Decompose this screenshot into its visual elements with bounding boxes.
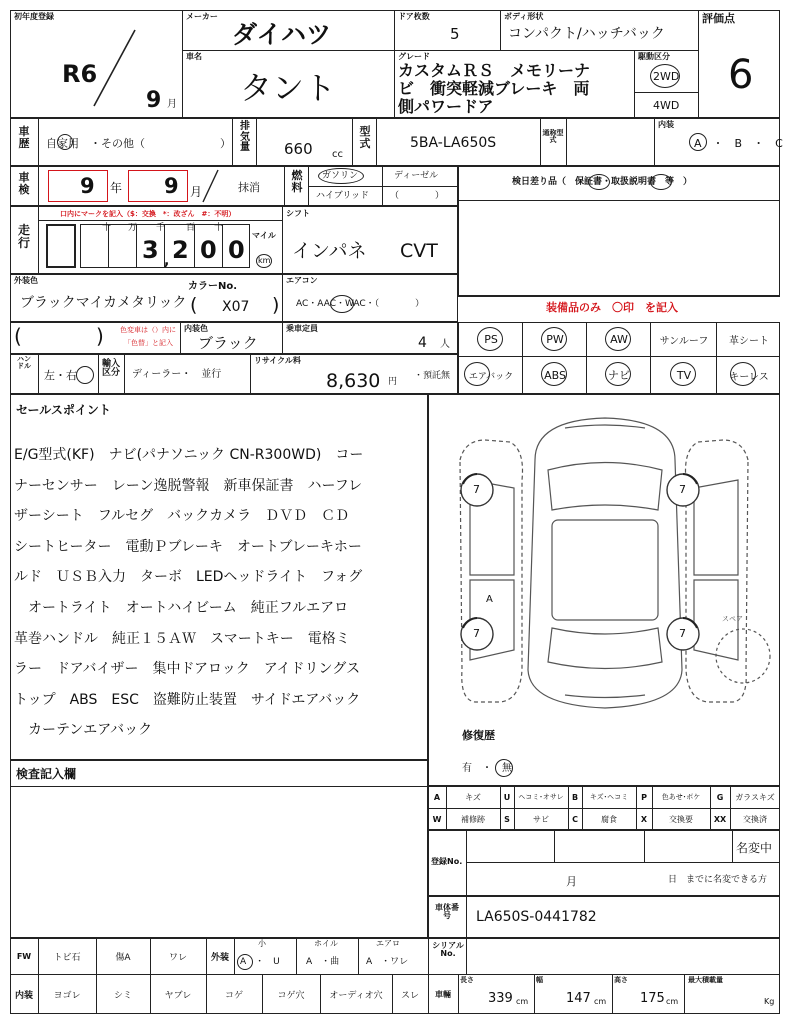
- slash-mark: [90, 28, 140, 108]
- length-label: 長さ: [460, 976, 474, 984]
- grade-line2: ビ 衝突軽減ブレーキ 両: [398, 79, 590, 98]
- displacement-label: 排気量: [240, 121, 250, 153]
- exterior-color-value: ブラックマイカメタリック: [20, 295, 187, 311]
- maker-label: メーカー: [186, 12, 218, 21]
- mileage-digit-0: 3: [142, 236, 159, 264]
- shift-label: シフト: [286, 209, 310, 218]
- history-value: 自家用 ・その他（: [46, 137, 145, 150]
- interior-grades: A ・ B ・ C: [694, 137, 783, 150]
- sales-point-line: ザーシート フルセグ バックカメラ ＤＶＤ ＣＤ: [14, 508, 350, 525]
- first-reg-year: R6: [62, 60, 98, 88]
- repair-label: 修復歴: [462, 729, 495, 742]
- recycle-value: 8,630: [326, 370, 381, 392]
- mileage-comma: ,: [164, 253, 170, 269]
- length-value: 339: [488, 991, 513, 1006]
- inspection-slash: [200, 168, 220, 204]
- import-value: ディーラー・ 並行: [132, 369, 222, 380]
- history-close: ）: [220, 137, 231, 150]
- legend-code: A: [433, 792, 441, 802]
- sales-point-line: E/G型式(KF) ナビ(パナソニック CN-R300WD) コー: [14, 447, 364, 463]
- name-label: 車名: [186, 52, 202, 61]
- stain-label: シミ: [113, 990, 132, 1001]
- sales-point-line: シートヒーター 電動Ｐブレーキ オートブレーキホー: [14, 538, 362, 555]
- history-label: 車歴: [18, 125, 30, 150]
- aero-label: エアロ: [376, 939, 400, 948]
- height-label: 高さ: [614, 976, 628, 984]
- tire-rear-right: 7: [679, 627, 686, 640]
- accessories-title: 検日差り品（ 保証書・取扱説明書 等 ）: [512, 177, 693, 187]
- capacity-value: 4: [418, 335, 427, 351]
- legend-code: U: [503, 792, 511, 802]
- vehicle-number-value: LA650S-0441782: [476, 909, 597, 925]
- legend-code: XX: [713, 814, 727, 824]
- mileage-unit-5: マイル: [252, 231, 276, 240]
- legend-desc: 補修跡: [461, 814, 485, 824]
- drive-label: 駆動区分: [638, 52, 670, 61]
- equipment-title: 装備品のみ 〇印 を記入: [546, 301, 678, 314]
- legend-desc: 交換要: [669, 814, 693, 824]
- capacity-unit: 人: [440, 339, 450, 350]
- serial-label: シリアルNo.: [432, 941, 464, 959]
- ac-circle: [330, 295, 354, 313]
- mileage-digit-1: 2: [172, 236, 189, 264]
- sales-point-line: オートライト オートハイビーム 純正フルエアロ: [14, 599, 349, 616]
- width-label: 幅: [536, 976, 543, 984]
- drive-4wd: 4WD: [653, 99, 680, 112]
- interior-color-label: 内装色: [184, 324, 208, 333]
- legend-code: X: [640, 814, 648, 824]
- sales-point-line: ラー ドアバイザー 集中ドアロック アイドリングス: [14, 661, 361, 678]
- legend-code: P: [641, 792, 647, 802]
- change-note-2: 「色替」と記入: [124, 339, 173, 347]
- equip-tv: TV: [676, 368, 692, 382]
- scratch-a-label: 傷A: [115, 952, 131, 963]
- history-circle: [57, 134, 73, 150]
- displacement-value: 660: [284, 140, 313, 158]
- interior-color-value: ブラック: [198, 334, 258, 352]
- car-diagram: [430, 400, 778, 730]
- fuel-circle: [318, 168, 364, 184]
- first-reg-month: 9: [146, 88, 162, 113]
- equip-airbag-circle: [464, 362, 490, 386]
- interior-damage-label: 内装: [14, 990, 33, 1001]
- equip-navi: ナビ: [608, 369, 630, 382]
- legend-code: B: [571, 792, 579, 802]
- shift-position: インパネ: [292, 240, 367, 262]
- fuel-gas: ガソリン: [322, 171, 359, 181]
- grade-line3: 側パワードア: [398, 97, 494, 116]
- tire-rear-left: 7: [473, 627, 480, 640]
- check-title: 検査記入欄: [16, 767, 77, 781]
- wheel-value: A ・曲: [306, 957, 340, 967]
- inspection-month: 9: [164, 174, 179, 198]
- length-unit: cm: [516, 997, 529, 1006]
- aero-value: A ・ワレ: [366, 957, 409, 967]
- equip-keyless: キーレス: [729, 371, 769, 383]
- tire-front-left: 7: [473, 483, 480, 496]
- crack-label: ワレ: [168, 952, 187, 963]
- equip-ps-circle: [477, 327, 503, 351]
- equip-sunroof: サンルーフ: [659, 335, 709, 347]
- handle-label: ハンドル: [17, 355, 31, 371]
- equip-pw-circle: [541, 327, 567, 351]
- mileage-digit-2: 0: [200, 236, 217, 264]
- exterior-color-label: 外装色: [14, 276, 38, 285]
- sales-point-line: ナーセンサー レーン逸脱警報 新車保証書 ハーフレ: [14, 477, 363, 494]
- body-value: コンパクト/ハッチバック: [508, 26, 665, 42]
- color-no-paren-open: (: [190, 294, 198, 316]
- audio-hole-label: オーディオ穴: [329, 990, 383, 1001]
- legend-desc: 色あせ･ボケ: [661, 793, 701, 801]
- equip-tv-circle: [670, 362, 696, 386]
- height-unit: cm: [666, 997, 679, 1006]
- damage-mark-a: A: [486, 594, 493, 605]
- change-note-1: 色変車は（）内に: [120, 326, 176, 334]
- burn-hole-label: コゲ穴: [277, 990, 305, 1001]
- recycle-unit: 円: [388, 377, 398, 387]
- mileage-unit-1: 万: [128, 223, 138, 233]
- color-no-value: X07: [222, 299, 250, 315]
- sales-point-line: トップ ABS ESC 盗難防止装置 サイドエアバック: [14, 691, 361, 708]
- grade-label: グレード: [398, 52, 430, 61]
- inspection-year-unit: 年: [110, 181, 123, 195]
- legend-code: C: [572, 814, 578, 824]
- tear-label: ヤブレ: [164, 990, 192, 1001]
- inspection-cancel: 抹消: [238, 181, 260, 194]
- wheel-label: ホイル: [314, 939, 338, 948]
- name-change-status: 名変中: [736, 841, 773, 855]
- load-label: 最大積載量: [688, 976, 723, 984]
- wear-label: スレ: [400, 990, 419, 1001]
- size-label: 車輛: [435, 989, 451, 999]
- legend-desc: ガラスキズ: [735, 792, 775, 802]
- ac-label: エアコン: [286, 276, 318, 285]
- recycle-label: リサイクル料: [254, 356, 301, 365]
- sales-point-line: カーテンエアバック: [14, 722, 153, 739]
- equip-airbag: エアバック: [468, 371, 514, 382]
- doors-label: ドア枚数: [398, 12, 430, 21]
- small-label: 小: [258, 939, 266, 948]
- ac-options: AC・AAC・WAC・（ ）: [296, 299, 425, 309]
- mileage-label: 走行: [17, 223, 30, 250]
- repair-options: 有 ・ 無: [462, 763, 512, 774]
- repair-circle: [495, 759, 513, 777]
- accessory-circle-2: [650, 174, 672, 190]
- first-reg-month-unit: 月: [167, 99, 177, 110]
- inspection-month-box: [128, 170, 188, 202]
- inspection-label: 車検: [18, 171, 30, 196]
- score-label: 評価点: [702, 12, 735, 25]
- height-value: 175: [640, 991, 665, 1006]
- shift-type: CVT: [400, 240, 438, 262]
- body-label: ボディ形状: [504, 12, 544, 21]
- fuel-other: （ ）: [390, 191, 445, 201]
- doors-value: 5: [450, 25, 460, 43]
- legend-code: W: [432, 814, 442, 824]
- vehicle-number-label: 車体番号: [435, 903, 459, 921]
- drive-2wd: 2WD: [653, 70, 680, 83]
- fw-label: FW: [16, 951, 32, 961]
- interior-grade-circle: [689, 133, 707, 151]
- color-no-paren-close: ): [272, 294, 280, 316]
- legend-code: G: [716, 792, 724, 802]
- name-value: タント: [240, 69, 337, 107]
- sales-point-line: ルド ＵＳＢ入力 ターボ LEDヘッドライト フォグ: [14, 569, 363, 586]
- accessory-circle-1: [588, 174, 610, 190]
- maker-value: ダイハツ: [232, 20, 332, 49]
- score-value: 6: [728, 52, 754, 98]
- mileage-box-0: [46, 224, 76, 268]
- equip-navi-circle: [605, 362, 631, 386]
- width-unit: cm: [594, 997, 607, 1006]
- displacement-unit: cc: [332, 149, 343, 160]
- inspection-year-box: [48, 170, 108, 202]
- grade-line1: カスタムＲＳ メモリーナ: [398, 61, 591, 80]
- model-value: 5BA-LA650S: [410, 135, 497, 151]
- equip-leather: 革シート: [729, 335, 769, 347]
- equip-ps: PS: [484, 332, 498, 346]
- legend-desc: 交換済: [743, 814, 767, 824]
- import-label: 輸入区分: [101, 359, 120, 379]
- legend-desc: キズ: [465, 792, 481, 802]
- legend-desc: 腐食: [601, 814, 617, 824]
- dirt-label: ヨゴレ: [53, 990, 81, 1001]
- legend-desc: サビ: [533, 814, 549, 824]
- color-change-paren-close: ): [96, 324, 104, 348]
- equip-aw-circle: [605, 327, 631, 351]
- handle-value: 左・右: [44, 369, 77, 382]
- registration-month-unit: 月: [566, 875, 577, 888]
- mileage-note: 口内にマークを記入（$：交換 *：改ざん #：不明）: [60, 210, 236, 218]
- exterior-label: 外装: [210, 952, 229, 963]
- mileage-unit-3: 百: [186, 223, 196, 233]
- chip-label: トビ石: [53, 952, 81, 963]
- common-model-label: 通称型式: [542, 129, 564, 145]
- mileage-unit-0: 十: [102, 223, 112, 233]
- recycle-status: ・預託無: [414, 371, 451, 381]
- fuel-diesel: ディーゼル: [394, 171, 439, 181]
- width-value: 147: [566, 991, 591, 1006]
- handle-circle: [76, 366, 94, 384]
- sales-points-body: [14, 448, 424, 754]
- equip-abs-circle: [541, 362, 567, 386]
- legend-code: S: [504, 814, 510, 824]
- registration-frame: [428, 830, 780, 896]
- load-unit: Kg: [764, 997, 775, 1006]
- mileage-unit-2: 千: [156, 223, 166, 233]
- equip-abs: ABS: [544, 368, 566, 382]
- sales-point-line: 革巻ハンドル 純正１５ＡＷ スマートキー 電格ミ: [14, 630, 350, 647]
- legend-desc: ヘコミ･オサレ: [518, 793, 564, 801]
- inspection-year: 9: [80, 174, 95, 198]
- interior-grade-label: 内装: [658, 120, 674, 129]
- registration-deadline: 日 までに名変できる方: [668, 875, 768, 885]
- model-label: 型式: [359, 125, 371, 150]
- sales-points-title: セールスポイント: [16, 403, 111, 417]
- fuel-hybrid: ハイブリッド: [316, 191, 370, 201]
- inspection-month-unit: 月: [190, 185, 203, 199]
- legend-desc: キズ･ヘコミ: [589, 793, 629, 801]
- fuel-label: 燃料: [291, 169, 303, 194]
- equip-aw: AW: [610, 332, 628, 346]
- small-circle: [237, 954, 253, 970]
- capacity-label: 乗車定員: [286, 324, 318, 333]
- first-reg-label: 初年度登録: [14, 12, 54, 21]
- registration-label: 登録No.: [431, 857, 463, 866]
- mileage-unit-4: 十: [214, 223, 224, 233]
- color-change-paren-open: (: [14, 324, 22, 348]
- color-no-label: カラーNo.: [188, 281, 238, 292]
- burn-label: コゲ: [224, 990, 243, 1001]
- mileage-digit-3: 0: [228, 236, 245, 264]
- equip-keyless-circle: [730, 362, 756, 386]
- small-value: A ・ U: [240, 957, 280, 967]
- equip-pw: PW: [546, 332, 564, 346]
- km-label: km: [258, 256, 271, 265]
- tire-front-right: 7: [679, 483, 686, 496]
- spare-label: スペア: [722, 615, 743, 623]
